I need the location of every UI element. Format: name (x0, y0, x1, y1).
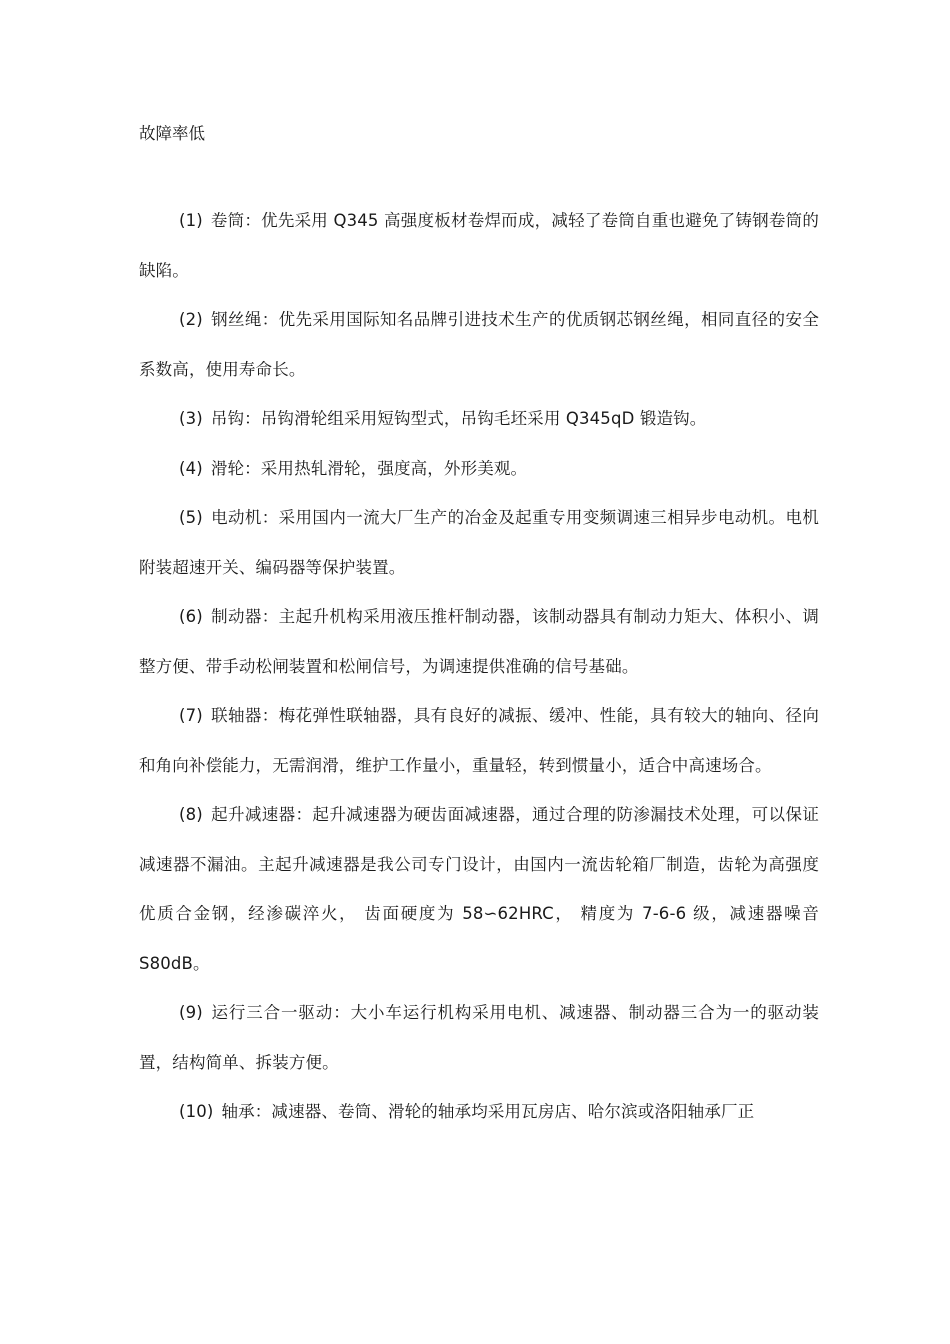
item-number: (1) (179, 211, 203, 230)
list-item (139, 691, 819, 790)
item-text: 电动机：采用国内一流大厂生产的冶金及起重专用变频调速三相异步电动机。电机附装超速开关、编码器等保护装置。 (139, 508, 819, 577)
item-number: (10) (179, 1102, 214, 1121)
list-item (139, 444, 819, 494)
item-text: 联轴器：梅花弹性联轴器，具有良好的减振、缓冲、性能，具有较大的轴向、径向和角向补偿能力，无需润滑，维护工作量小，重量轻，转到惯量小，适合中高速场合。 (139, 706, 819, 775)
item-text: 卷筒：优先采用 Q345 高强度板材卷焊而成，减轻了卷筒自重也避免了铸钢卷筒的缺陷。 (139, 211, 819, 280)
list-item (139, 790, 819, 988)
item-number: (7) (179, 706, 203, 725)
item-number: (5) (179, 508, 203, 527)
item-number: (3) (179, 409, 203, 428)
item-number: (4) (179, 458, 203, 478)
item-text: 滑轮：采用热轧滑轮，强度高，外形美观。 (210, 458, 528, 478)
item-number: (9) (179, 1003, 203, 1022)
item-text: 运行三合一驱动：大小车运行机构采用电机、减速器、制动器三合为一的驱动装置，结构简单、拆装方便。 (139, 1003, 819, 1072)
item-number: (2) (179, 310, 203, 329)
item-text: 吊钩：吊钩滑轮组采用短钩型式，吊钩毛坯采用 Q345qD 锻造钩。 (210, 409, 707, 428)
list-item (139, 988, 819, 1087)
item-text: 起升减速器：起升减速器为硬齿面减速器，通过合理的防渗漏技术处理，可以保证减速器不漏油。主起升减速器是我公司专门设计，由国内一流齿轮箱厂制造，齿轮为高强度优质合金钢，经渗碳淬火， 齿面硬度为 58∽62HRC， 精度为 7-6-6 级，减速器噪音 S80dB。 (139, 805, 819, 973)
item-number: (6) (179, 607, 203, 626)
item-text: 制动器：主起升机构采用液压推杆制动器，该制动器具有制动力矩大、体积小、调整方便、带手动松闸装置和松闸信号，为调速提供准确的信号基础。 (139, 607, 819, 676)
spec-list (139, 196, 819, 1137)
list-item (139, 493, 819, 592)
item-text: 轴承：减速器、卷筒、滑轮的轴承均采用瓦房店、哈尔滨或洛阳轴承厂正 (221, 1102, 755, 1121)
list-item (139, 196, 819, 295)
list-item (139, 592, 819, 691)
list-item (139, 1087, 819, 1137)
item-number: (8) (179, 805, 203, 824)
list-item (139, 394, 819, 444)
section-heading: 故障率低 (139, 124, 205, 143)
list-item (139, 295, 819, 394)
item-text: 钢丝绳：优先采用国际知名品牌引进技术生产的优质钢芯钢丝绳，相同直径的安全系数高，使用寿命长。 (139, 310, 819, 379)
